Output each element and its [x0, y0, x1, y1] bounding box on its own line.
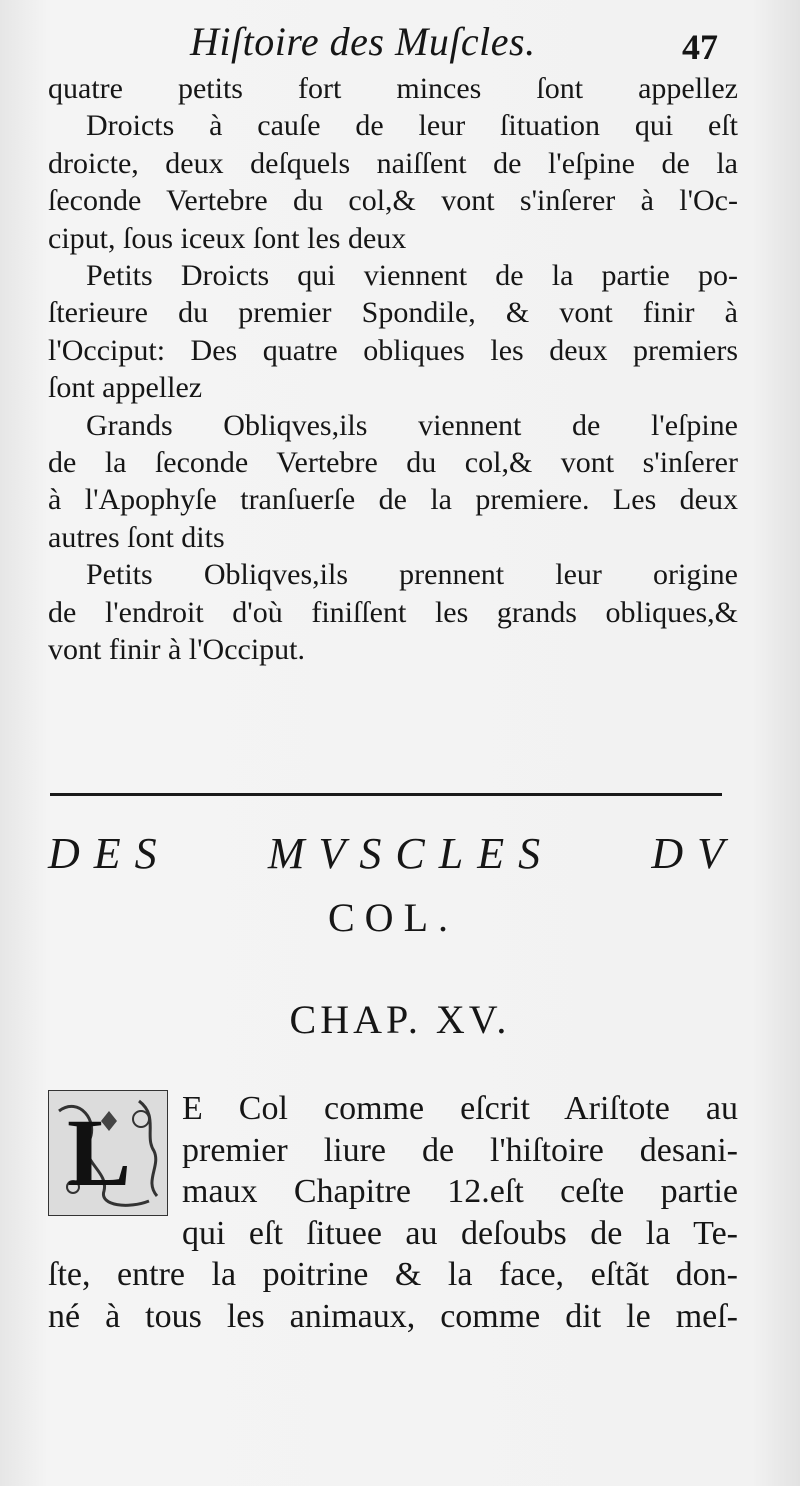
text-block-top [48, 70, 738, 669]
text-line: né à tous les animaux, comme dit le meſ- [48, 1297, 738, 1335]
text-line: de la ſeconde Vertebre du col,& vont s'inſerer [48, 446, 738, 480]
running-title: Hiſtoire des Muſcles. [190, 19, 536, 64]
chapter-title-word: MVSCLES [267, 829, 555, 878]
decorative-initial-icon [48, 1090, 168, 1216]
text-line: ſeconde Vertebre du col,& vont s'inſerer à l'Oc- [48, 184, 738, 218]
text-line: Grands Obliqves,ils viennent de l'eſpine [86, 408, 738, 442]
text-line: quatre petits fort minces ſont appellez [48, 72, 738, 105]
text-line: de l'endroit d'où finiſſent les grands obliques,& [48, 595, 738, 629]
text-line: E Col comme eſcrit Ariſtote au [182, 1090, 738, 1127]
text-line: Petits Droicts qui viennent de la partie po- [86, 259, 738, 293]
chapter-title-word: DES [48, 829, 171, 878]
text-line: ciput, ſous iceux ſont les deux [48, 221, 407, 255]
text-line: Droicts à cauſe de leur ſituation qui eſt [86, 109, 738, 143]
chapter-title [48, 826, 738, 946]
text-line: vont finir à l'Occiput. [48, 633, 306, 667]
text-line: maux Chapitre 12.eſt ceſte partie [182, 1173, 738, 1211]
page-number: 47 [682, 27, 718, 67]
text-line: l'Occiput: Des quatre obliques les deux premiers [48, 333, 738, 367]
text-line: premier liure de l'hiſtoire desani- [182, 1131, 738, 1169]
text-line: ſterieure du premier Spondile, & vont finir à [48, 296, 738, 330]
text-line: Petits Obliqves,ils prennent leur origine [86, 558, 738, 592]
text-line: droicte, deux deſquels naiſſent de l'eſpine de la [48, 146, 738, 180]
text-line: autres ſont dits [48, 520, 225, 554]
chapter-title-word: DV [651, 829, 738, 878]
chapter-label: CHAP. XV. [289, 997, 511, 1042]
text-block-body [48, 1088, 738, 1338]
text-line: qui eſt ſituee au deſoubs de la Te- [182, 1214, 738, 1252]
section-divider [50, 793, 722, 796]
text-line: à l'Apophyſe tranſuerſe de la premiere. Les deux [48, 483, 738, 517]
page-header [0, 12, 800, 72]
drop-cap-letter: L [67, 1099, 132, 1206]
chapter-title-line2: COL. [328, 895, 458, 940]
text-line: ſte, entre la poitrine & la face, eſtãt don- [48, 1256, 738, 1294]
text-line: ſont appellez [48, 371, 203, 405]
